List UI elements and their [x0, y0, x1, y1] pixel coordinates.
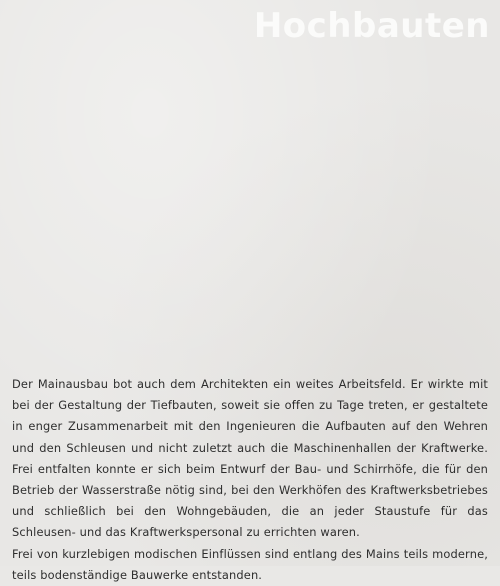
- paragraph-1: Der Mainausbau bot auch dem Architekten ein weites Arbeitsfeld. Er wirkte mit bei der Gestaltung der Tiefbauten, soweit sie offen zu Tage treten, er gestaltete in enger Zusammenarbeit mit den Ingenieuren die Aufbauten auf den Wehren und den Schleusen und nicht zuletzt auch die Maschinenhallen der Kraftwerke. Frei entfalten konnte er sich beim Entwurf der Bau- und Schirrhöfe, die für den Betrieb der Wasserstraße nötig sind, bei den Werkhöfen des Kraftwerksbetriebes und schließlich bei den Wohngebäuden, die an jeder Staustufe für das Schleusen- und das Kraftwerkspersonal zu errichten waren.: [12, 377, 488, 540]
- page-heading: Hochbauten: [253, 6, 490, 46]
- paragraph-2: Frei von kurzlebigen modischen Einflüssen sind entlang des Mains teils moderne, teils bodenständige Bauwerke entstanden.: [12, 546, 488, 582]
- body-text: [12, 374, 488, 586]
